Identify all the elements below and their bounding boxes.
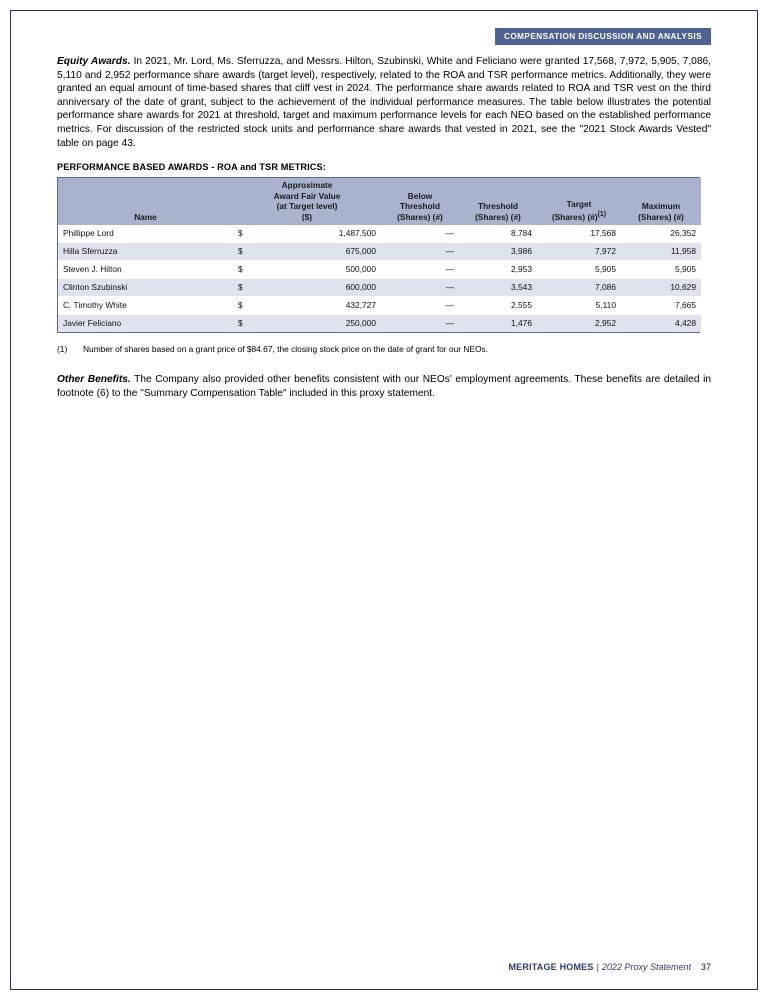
cell-below-threshold: — bbox=[381, 225, 459, 243]
cell-target: 7,086 bbox=[537, 279, 621, 297]
page-content bbox=[57, 28, 711, 410]
cell-threshold: 8,784 bbox=[459, 225, 537, 243]
below-threshold-line-3: (Shares) (#) bbox=[397, 211, 443, 222]
footer-separator: | bbox=[596, 962, 599, 972]
cell-threshold: 2,555 bbox=[459, 297, 537, 315]
footnote-text: Number of shares based on a grant price of $84.67, the closing stock price on the date of grant for our NEOs. bbox=[83, 344, 489, 355]
table-row bbox=[58, 261, 701, 279]
cell-target: 5,905 bbox=[537, 261, 621, 279]
table-row bbox=[58, 225, 701, 243]
table-head bbox=[58, 178, 701, 225]
cell-name: Phillippe Lord bbox=[58, 225, 233, 243]
fair-value-line-4: ($) bbox=[301, 211, 313, 222]
cell-maximum: 26,352 bbox=[621, 225, 701, 243]
table-row bbox=[58, 243, 701, 261]
cell-below-threshold: — bbox=[381, 243, 459, 261]
cell-target: 7,972 bbox=[537, 243, 621, 261]
cell-name: Hilla Sferruzza bbox=[58, 243, 233, 261]
fair-value-line-3: (at Target level) bbox=[276, 201, 338, 212]
other-benefits-paragraph bbox=[57, 373, 711, 400]
cell-dollar-sign: $ bbox=[233, 261, 261, 279]
column-header-below-threshold bbox=[381, 178, 459, 225]
table-row bbox=[58, 297, 701, 315]
table-row bbox=[58, 315, 701, 333]
cell-threshold: 1,476 bbox=[459, 315, 537, 333]
footer-page-number: 37 bbox=[700, 962, 711, 972]
target-line-1: Target bbox=[566, 199, 592, 210]
cell-below-threshold: — bbox=[381, 315, 459, 333]
cell-threshold: 3,986 bbox=[459, 243, 537, 261]
table-header-row bbox=[58, 178, 701, 225]
cell-name: Clinton Szubinski bbox=[58, 279, 233, 297]
cell-fair-value: 675,000 bbox=[261, 243, 381, 261]
other-benefits-lead: Other Benefits. bbox=[57, 374, 131, 386]
cell-name: Javier Feliciano bbox=[58, 315, 233, 333]
performance-based-awards-table bbox=[58, 178, 701, 332]
below-threshold-line-2: Threshold bbox=[399, 201, 441, 212]
column-header-fair-value bbox=[233, 178, 381, 225]
maximum-line-1: Maximum bbox=[641, 201, 681, 212]
cell-name: Steven J. Hilton bbox=[58, 261, 233, 279]
footer-brand: MERITAGE HOMES bbox=[508, 962, 594, 972]
table-row bbox=[58, 279, 701, 297]
column-header-name: Name bbox=[58, 178, 233, 225]
performance-table-wrapper bbox=[57, 177, 700, 333]
cell-fair-value: 432,727 bbox=[261, 297, 381, 315]
column-header-threshold bbox=[459, 178, 537, 225]
cell-dollar-sign: $ bbox=[233, 279, 261, 297]
maximum-line-2: (Shares) (#) bbox=[638, 211, 684, 222]
cell-dollar-sign: $ bbox=[233, 297, 261, 315]
section-header-banner: COMPENSATION DISCUSSION AND ANALYSIS bbox=[495, 28, 711, 45]
page-footer bbox=[57, 962, 711, 972]
cell-fair-value: 250,000 bbox=[261, 315, 381, 333]
cell-threshold: 2,953 bbox=[459, 261, 537, 279]
cell-below-threshold: — bbox=[381, 279, 459, 297]
threshold-line-1: Threshold bbox=[477, 201, 519, 212]
footnote-number: (1) bbox=[57, 344, 68, 355]
cell-maximum: 11,958 bbox=[621, 243, 701, 261]
other-benefits-text: The Company also provided other benefits consistent with our NEOs' employment agreements. These benefits are detailed in footnote (6) to the "Summary Compensation Table" included in this proxy statement. bbox=[57, 374, 711, 399]
target-line-2 bbox=[542, 210, 616, 222]
fair-value-line-1: Approximate bbox=[281, 180, 333, 191]
target-line-2-text: (Shares) (#) bbox=[551, 211, 598, 222]
cell-dollar-sign: $ bbox=[233, 225, 261, 243]
cell-threshold: 3,543 bbox=[459, 279, 537, 297]
cell-target: 17,568 bbox=[537, 225, 621, 243]
cell-target: 2,952 bbox=[537, 315, 621, 333]
cell-below-threshold: — bbox=[381, 297, 459, 315]
fair-value-line-2: Award Fair Value bbox=[273, 190, 341, 201]
cell-maximum: 10,629 bbox=[621, 279, 701, 297]
column-header-maximum bbox=[621, 178, 701, 225]
cell-maximum: 7,665 bbox=[621, 297, 701, 315]
equity-awards-text: In 2021, Mr. Lord, Ms. Sferruzza, and Messrs. Hilton, Szubinski, White and Feliciano were granted 17,568, 7,972, 5,905, 7,086, 5,110 and 2,952 performance share awards (target level), respectively, related to the ROA and TSR performance metrics. Additionally, they were granted an equal amount of time-based shares that cliff vest in 2024. The performance share awards related to ROA and TSR vest on the third anniversary of the date of grant, subject to the achievement of the individual performance measures. The table below illustrates the potential performance share awards for 2021 at threshold, target and maximum performance levels for each NEO based on the established performance metrics. For discussion of the restricted stock units and performance share awards that vested in 2021, see the "2021 Stock Awards Vested" table on page 43. bbox=[57, 56, 711, 149]
table-body bbox=[58, 225, 701, 332]
cell-fair-value: 1,487,500 bbox=[261, 225, 381, 243]
cell-target: 5,110 bbox=[537, 297, 621, 315]
performance-awards-title: PERFORMANCE BASED AWARDS - ROA and TSR METRICS: bbox=[57, 162, 326, 173]
cell-dollar-sign: $ bbox=[233, 315, 261, 333]
footer-document-title: 2022 Proxy Statement bbox=[601, 962, 691, 972]
equity-awards-paragraph bbox=[57, 55, 711, 150]
cell-maximum: 5,905 bbox=[621, 261, 701, 279]
equity-awards-lead: Equity Awards. bbox=[57, 56, 131, 67]
target-footnote-ref: (1) bbox=[597, 210, 607, 218]
cell-dollar-sign: $ bbox=[233, 243, 261, 261]
table-footnote bbox=[57, 343, 711, 355]
cell-maximum: 4,428 bbox=[621, 315, 701, 333]
column-header-target bbox=[537, 178, 621, 225]
cell-fair-value: 500,000 bbox=[261, 261, 381, 279]
cell-below-threshold: — bbox=[381, 261, 459, 279]
cell-fair-value: 600,000 bbox=[261, 279, 381, 297]
cell-name: C. Timothy White bbox=[58, 297, 233, 315]
header-row bbox=[57, 28, 711, 55]
below-threshold-line-1: Below bbox=[407, 190, 433, 201]
threshold-line-2: (Shares) (#) bbox=[475, 211, 521, 222]
